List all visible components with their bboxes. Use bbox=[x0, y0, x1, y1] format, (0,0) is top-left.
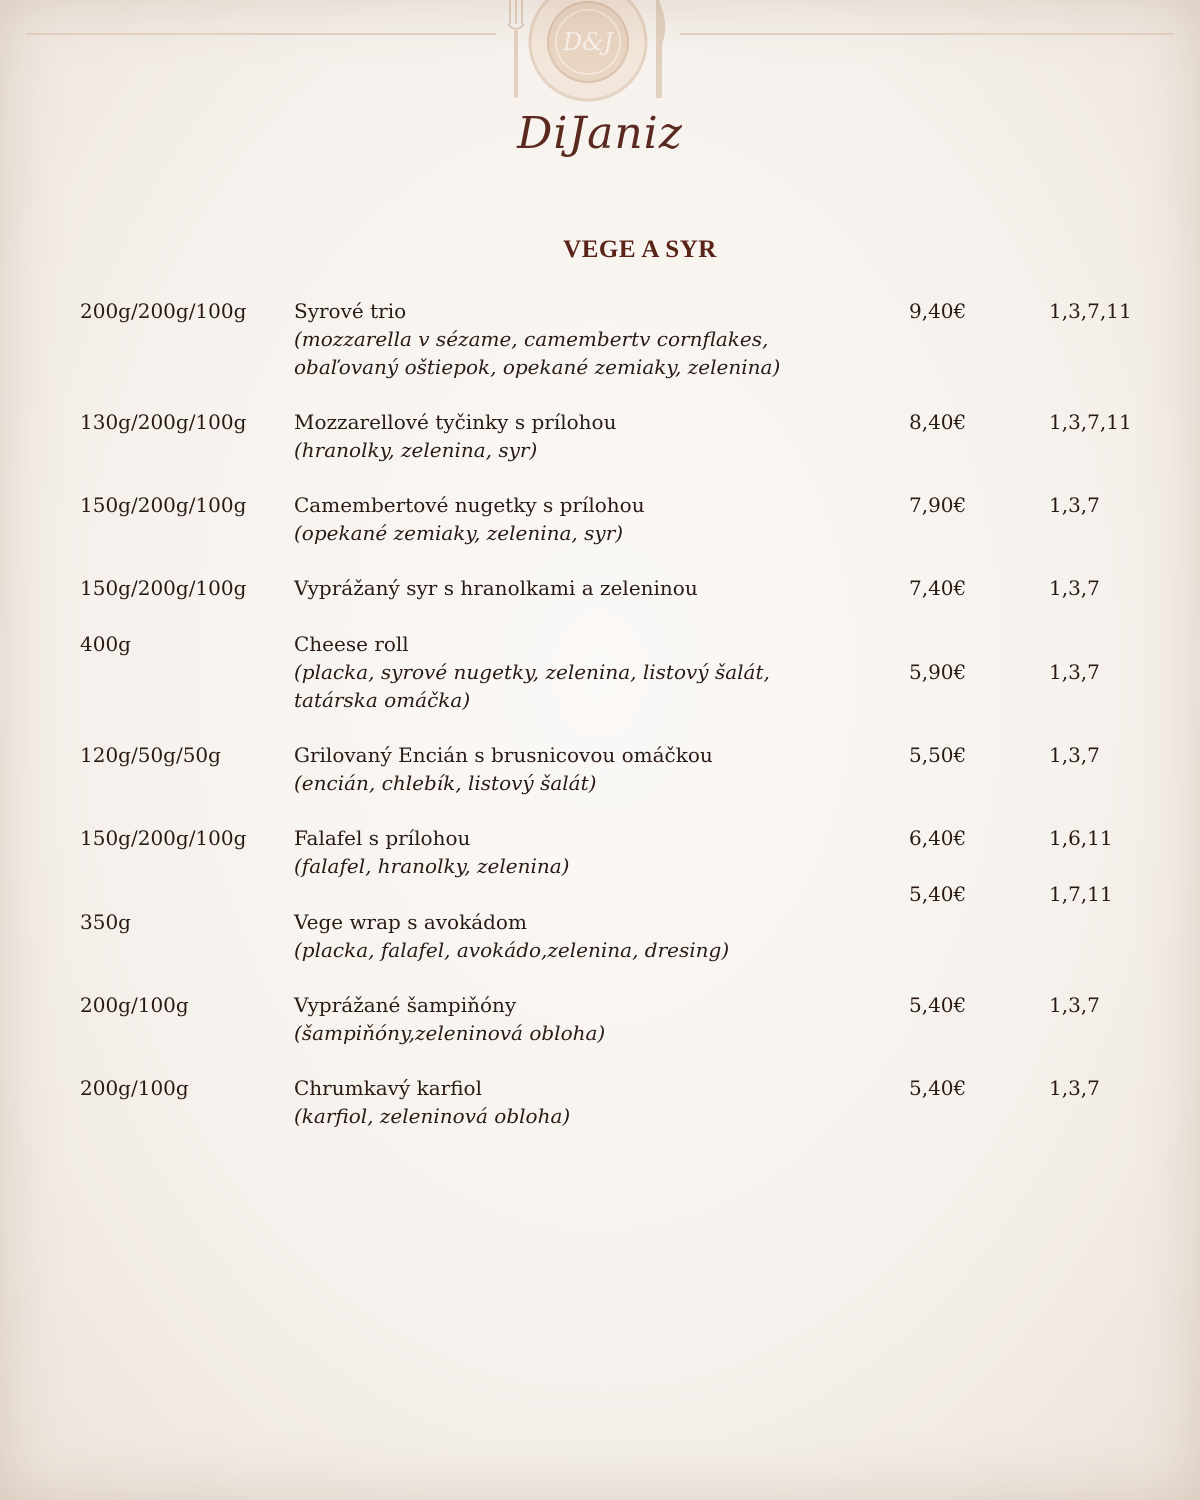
item-weight: 400g bbox=[80, 632, 131, 656]
item-weight: 200g/100g bbox=[80, 993, 189, 1017]
item-weight: 350g bbox=[80, 910, 131, 934]
item-name: Cheese roll bbox=[294, 632, 409, 656]
item-allergens: 1,3,7,11 bbox=[1049, 299, 1132, 323]
item-description: (falafel, hranolky, zelenina) bbox=[294, 854, 570, 878]
item-price: 8,40€ bbox=[909, 410, 967, 434]
item-description: (karfiol, zeleninová obloha) bbox=[294, 1104, 571, 1128]
header-rule-right bbox=[680, 33, 1174, 35]
item-price: 5,40€ bbox=[909, 882, 967, 906]
item-weight: 130g/200g/100g bbox=[80, 410, 247, 434]
item-allergens: 1,3,7 bbox=[1049, 993, 1100, 1017]
item-price: 7,90€ bbox=[909, 493, 967, 517]
item-allergens: 1,3,7 bbox=[1049, 493, 1100, 517]
item-name: Grilovaný Encián s brusnicovou omáčkou bbox=[294, 743, 713, 767]
item-name: Mozzarellové tyčinky s prílohou bbox=[294, 410, 617, 434]
item-description: (placka, syrové nugetky, zelenina, listový šalát, tatárska omáčka) bbox=[294, 660, 770, 712]
header-rule-left bbox=[26, 33, 496, 35]
item-weight: 120g/50g/50g bbox=[80, 743, 221, 767]
item-allergens: 1,3,7 bbox=[1049, 660, 1100, 684]
restaurant-logo-name: DiJaniz bbox=[517, 108, 683, 159]
item-price: 5,90€ bbox=[909, 660, 967, 684]
item-allergens: 1,3,7 bbox=[1049, 743, 1100, 767]
item-weight: 200g/200g/100g bbox=[80, 299, 247, 323]
section-title: VEGE A SYR bbox=[563, 236, 717, 263]
item-allergens: 1,6,11 bbox=[1049, 826, 1113, 850]
item-name: Vyprážané šampiňóny bbox=[294, 993, 517, 1017]
item-description: (opekané zemiaky, zelenina, syr) bbox=[294, 521, 624, 545]
item-allergens: 1,7,11 bbox=[1049, 882, 1113, 906]
item-allergens: 1,3,7 bbox=[1049, 576, 1100, 600]
item-weight: 150g/200g/100g bbox=[80, 826, 247, 850]
monogram-text: D&J bbox=[562, 28, 614, 56]
item-price: 5,40€ bbox=[909, 1076, 967, 1100]
item-name: Syrové trio bbox=[294, 299, 407, 323]
plate-emblem-icon bbox=[498, 0, 678, 104]
item-price: 5,40€ bbox=[909, 993, 967, 1017]
item-name: Vege wrap s avokádom bbox=[294, 910, 527, 934]
item-description: (placka, falafel, avokádo,zelenina, dresing) bbox=[294, 938, 730, 962]
item-allergens: 1,3,7 bbox=[1049, 1076, 1100, 1100]
item-description: (encián, chlebík, listový šalát) bbox=[294, 771, 597, 795]
item-price: 5,50€ bbox=[909, 743, 967, 767]
item-name: Falafel s prílohou bbox=[294, 826, 471, 850]
item-price: 9,40€ bbox=[909, 299, 967, 323]
item-allergens: 1,3,7,11 bbox=[1049, 410, 1132, 434]
item-name: Vyprážaný syr s hranolkami a zeleninou bbox=[294, 576, 698, 600]
item-price: 6,40€ bbox=[909, 826, 967, 850]
item-name: Chrumkavý karfiol bbox=[294, 1076, 482, 1100]
item-price: 7,40€ bbox=[909, 576, 967, 600]
item-description: (mozzarella v sézame, camembertv cornflakes, obaľovaný oštiepok, opekané zemiaky, zelenina) bbox=[294, 327, 781, 379]
item-name: Camembertové nugetky s prílohou bbox=[294, 493, 645, 517]
item-description: (hranolky, zelenina, syr) bbox=[294, 438, 538, 462]
item-weight: 200g/100g bbox=[80, 1076, 189, 1100]
item-weight: 150g/200g/100g bbox=[80, 493, 247, 517]
item-description: (šampiňóny,zeleninová obloha) bbox=[294, 1021, 606, 1045]
item-weight: 150g/200g/100g bbox=[80, 576, 247, 600]
